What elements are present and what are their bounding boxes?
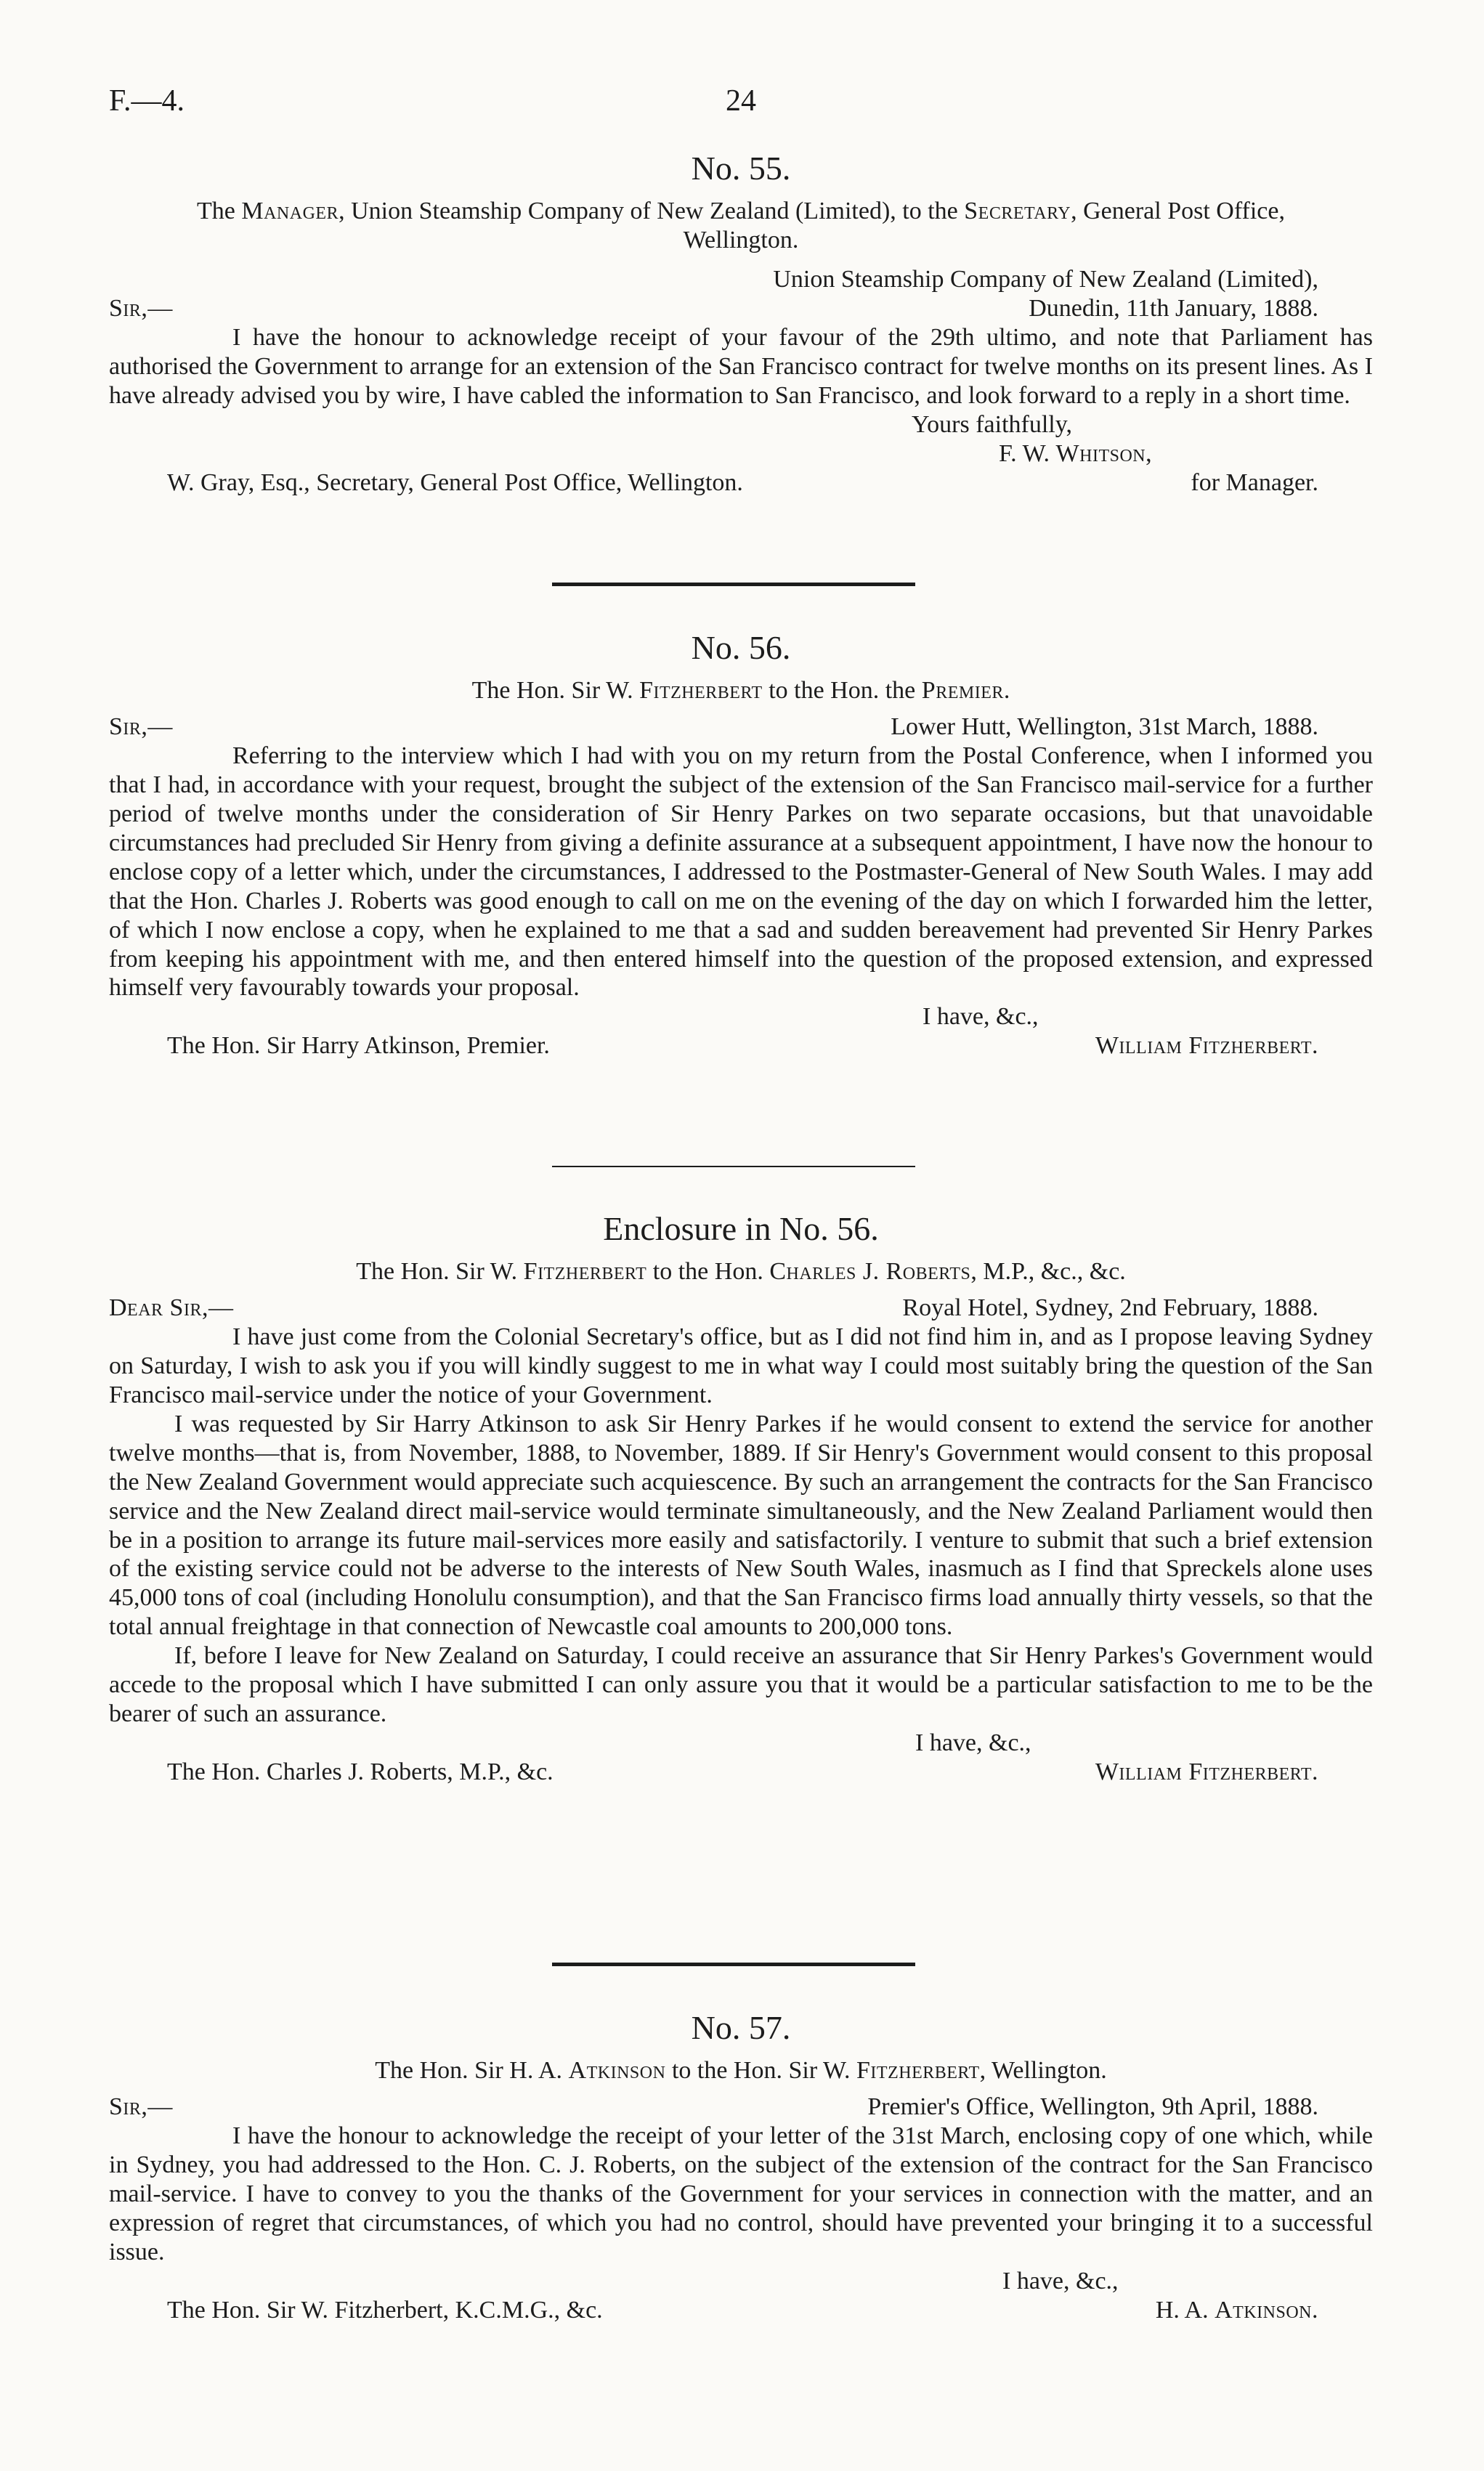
letter-subtitle: The Hon. Sir W. Fitzherbert to the Hon. the Premier.	[471, 677, 1010, 705]
letter-title: No. 57.	[691, 2009, 791, 2046]
addressee: The Hon. Sir W. Fitzherbert, K.C.M.G., &c.	[167, 2296, 603, 2324]
letter-no-55	[109, 149, 1373, 498]
closing: Yours faithfully,	[912, 410, 1073, 438]
letter-date: Royal Hotel, Sydney, 2nd February, 1888.	[902, 1294, 1318, 1321]
document-reference: F.—4.	[109, 84, 185, 118]
signer-name: William Fitzherbert.	[1095, 1032, 1318, 1060]
letter-date: Premier's Office, Wellington, 9th April, 1888.	[867, 2093, 1318, 2120]
closing: I have, &c.,	[915, 1729, 1031, 1757]
letter-date: Lower Hutt, Wellington, 31st March, 1888.	[891, 713, 1318, 740]
salutation-row	[109, 2093, 1373, 2122]
letter-subtitle: The Hon. Sir H. A. Atkinson to the Hon. Sir W. Fitzherbert, Wellington.	[375, 2057, 1107, 2085]
closing-row	[109, 1729, 1373, 1758]
salutation-row	[109, 713, 1373, 742]
enclosure-subtitle: The Hon. Sir W. Fitzherbert to the Hon. Charles J. Roberts, M.P., &c., &c.	[356, 1258, 1126, 1286]
letter-title: No. 55.	[691, 150, 791, 187]
signature-row	[109, 439, 1373, 468]
enclosure-no-56	[109, 1209, 1373, 1787]
letter-paragraph: I have just come from the Colonial Secretary's office, but as I did not find him in, and as I propose leaving Sydney on Saturday, I wish to ask you if you will kindly suggest to me in what way I could most suitably bring the question of the San Francisco mail-service under the notice of your Government.	[109, 1323, 1373, 1408]
sender-address: Union Steamship Company of New Zealand (Limited),	[773, 265, 1318, 293]
letter-body: Referring to the interview which I had with you on my return from the Postal Conference, when I informed you that I had, in accordance with your request, brought the subject of the extension of the San Francisco mail-service for a further period of twelve months under the consideration of Sir Henry Parkes on two separate occasions, but that unavoidable circumstances had precluded Sir Henry from giving a definite assurance at a subsequent appointment, I have now the honour to enclose copy of a letter which, under the circumstances, I addressed to the Postmaster-General of New South Wales. I may add that the Hon. Charles J. Roberts was good enough to call on me on the evening of the day on which I forwarded him the letter, of which I now enclose a copy, when he explained to me that a sad and sudden bereavement had prevented Sir Henry Parkes from keeping his appointment with me, and then entered himself into the question of the proposed extension, and expressed himself very favourably towards your proposal.	[109, 742, 1373, 1002]
addressee-row	[109, 1758, 1373, 1787]
signer-name: William Fitzherbert.	[1095, 1758, 1318, 1786]
signer-role: for Manager.	[1191, 468, 1318, 496]
addressee-row	[109, 2296, 1373, 2325]
salutation: Sir,—	[109, 713, 173, 740]
salutation-row	[109, 294, 1373, 323]
section-divider	[552, 1963, 915, 1966]
closing-row	[109, 1002, 1373, 1031]
salutation: Dear Sir,—	[109, 1294, 234, 1321]
letter-no-56	[109, 628, 1373, 1060]
letter-title: No. 56.	[691, 629, 791, 666]
addressee-row	[109, 468, 1373, 498]
letter-paragraph: If, before I leave for New Zealand on Saturday, I could receive an assurance that Sir Henry Parkes's Government would accede to the proposal which I have submitted I can only assure you that it would be a particular satisfaction to me to be the bearer of such an assurance.	[109, 1642, 1373, 1728]
letter-paragraph: I was requested by Sir Harry Atkinson to ask Sir Henry Parkes if he would consent to extend the service for another twelve months—that is, from November, 1888, to November, 1889. If Sir Henry's Government would consent to this proposal the New Zealand Government would appreciate such acquiescence. By such an arrangement the contracts for the San Francisco service and the New Zealand direct mail-service would terminate simultaneously, and the New Zealand Parliament would then be in a position to arrange its future mail-services more easily and satisfactorily. I venture to submit that such a brief extension of the existing service could not be adverse to the interests of New South Wales, inasmuch as I find that Spreckels alone uses 45,000 tons of coal (including Honolulu consumption), and that the San Francisco firms load annually thirty vessels, so that the total annual freightage in that connection of Newcastle coal amounts to 200,000 tons.	[109, 1410, 1373, 1641]
signer-name: H. A. Atkinson.	[1155, 2296, 1318, 2324]
closing-row	[109, 410, 1373, 439]
closing: I have, &c.,	[1002, 2267, 1119, 2294]
enclosure-title: Enclosure in No. 56.	[603, 1210, 879, 1247]
section-divider	[552, 1166, 915, 1167]
letter-subtitle: The Manager, Union Steamship Company of New Zealand (Limited), to the Secretary, General Post Office, Wellington.	[197, 198, 1285, 253]
letter-body: I have the honour to acknowledge the receipt of your letter of the 31st March, enclosing copy of one which, while in Sydney, you had addressed to the Hon. C. J. Roberts, on the subject of the extension of the contract for the San Francisco mail-service. I have to convey to you the thanks of the Government for your services in connection with the matter, and an expression of regret that circumstances, of which you had no control, should have prevented your bringing it to a successful issue.	[109, 2122, 1373, 2265]
salutation-row	[109, 1294, 1373, 1323]
closing: I have, &c.,	[923, 1003, 1039, 1031]
letter-body: I have the honour to acknowledge receipt of your favour of the 29th ultimo, and note that Parliament has authorised the Government to arrange for an extension of the San Francisco contract for twelve months on its present lines. As I have already advised you by wire, I have cabled the information to San Francisco, and look forward to a reply in a short time.	[109, 323, 1373, 409]
section-divider	[552, 583, 915, 586]
letter-date: Dunedin, 11th January, 1888.	[1029, 294, 1318, 322]
salutation: Sir,—	[109, 294, 173, 322]
addressee: W. Gray, Esq., Secretary, General Post Office, Wellington.	[167, 468, 743, 496]
addressee-row	[109, 1031, 1373, 1060]
closing-row	[109, 2267, 1373, 2296]
salutation: Sir,—	[109, 2093, 173, 2120]
signer-name: F. W. Whitson,	[999, 439, 1152, 467]
page-number: 24	[726, 84, 756, 118]
addressee: The Hon. Charles J. Roberts, M.P., &c.	[167, 1758, 554, 1786]
letter-no-57	[109, 2008, 1373, 2325]
addressee: The Hon. Sir Harry Atkinson, Premier.	[167, 1032, 550, 1060]
